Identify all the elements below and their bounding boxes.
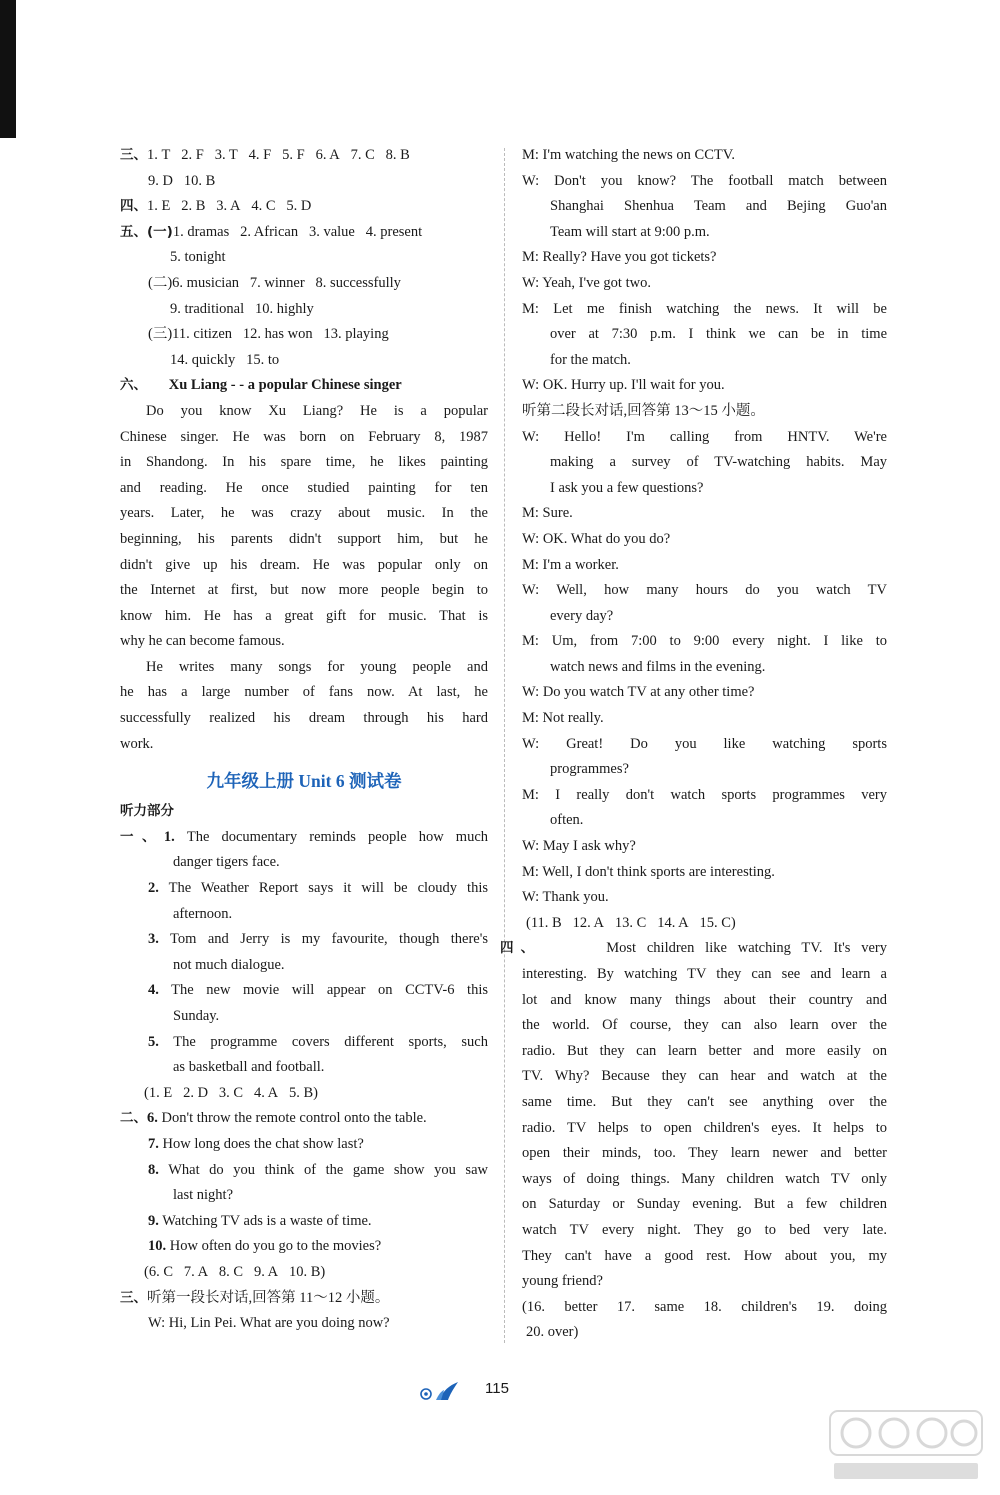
section-5b-answers [120,271,488,297]
text-line: They can't have a good rest. How about you, my [522,1247,887,1264]
text-line: M: [522,147,543,163]
text-line: danger tigers face. [173,854,280,871]
text-line: TV. Why? Because they can hear and watch at the [522,1068,887,1085]
text-line: Do you watch TV at any other time? [542,684,755,701]
text-line: radio. TV helps to open children's eyes. It helps to [522,1119,887,1136]
watermark-logo-icon [826,1407,986,1485]
text-line: 6. A [315,147,340,163]
text-line: 13. C [614,914,647,931]
text-line: Sure. [542,505,573,522]
text-line: years. Later, he was crazy about music. In the [120,505,488,522]
text-line: 7. [148,1135,159,1152]
text-line: I'm watching the news on CCTV. [542,147,735,163]
listening-heading: 听力部分 [120,803,174,820]
text-line: Team will start at 9:00 p.m. [550,223,710,240]
text-line: W: [522,889,543,906]
text-line: M: [522,786,556,803]
q1-item-2 [120,876,488,902]
text-line: 五、(一) [120,223,173,240]
dialogue-1 [522,143,887,399]
text-line: 8. B [385,147,410,163]
text-line: Most children like watching TV. It's very [606,940,888,957]
text-line: What do you think of the game show you saw [168,1161,488,1178]
text-line: OK. Hurry up. I'll wait for you. [542,377,725,394]
text-line: 1. [163,828,175,845]
text-line: the Internet at first, but now more people begin to [120,582,488,599]
q4-first-line [500,936,887,962]
text-line: W: [522,735,567,752]
dialogue-line [522,245,887,271]
dialogue-line [522,885,887,911]
text-line: 9. D [148,172,173,189]
q3-answers [522,911,887,937]
text-line: 1. T [147,147,171,163]
text-line: 12. A [572,914,605,931]
text-line: 8. [148,1161,159,1178]
text-line: 13. playing [323,326,389,343]
q2-answers [120,1260,488,1286]
q4-answers-cont: 20. over) [526,1324,579,1341]
text-line: 10. highly [254,300,314,317]
text-line: (1. E [144,1084,173,1101]
text-line: Hello! I'm calling from HNTV. We're [564,428,887,445]
text-line: How often do you go to the movies? [169,1238,382,1255]
text-line: W: [522,172,555,189]
q1-item-3 [120,927,488,953]
text-line: (6. C [144,1263,173,1280]
text-line: 听第一段长对话,回答第 11～12 小题。 [147,1289,390,1306]
text-line: M: [522,249,543,266]
text-line: W: [522,377,543,394]
q2-item-9 [120,1209,488,1235]
text-line: W: [522,838,543,855]
text-line: 8. successfully [315,274,401,291]
text-line: 19. doing [816,1298,887,1315]
text-line: 四、 [500,940,542,957]
text-line: M: [522,556,543,573]
section-3-answers [120,143,488,169]
text-line: the world. Of course, they can also learn over the [522,1017,887,1034]
text-line: Don't throw the remote control onto the table. [161,1110,427,1127]
text-line: watch TV every night. They go to bed very late. [522,1221,887,1238]
q1-item-5 [120,1030,488,1056]
dialogue-line [522,425,887,451]
text-line: (16. better [522,1298,598,1315]
text-line: on Saturday or Sunday evening. But a few children [522,1196,887,1213]
text-line: 四、 [120,198,147,215]
essay-title: Xu Liang - - a popular Chinese singer [168,377,402,394]
text-line: 1. E [147,198,171,215]
dialogue-line [522,501,887,527]
text-line: same time. But they can't see anything over the [522,1093,887,1110]
text-line: over at 7:30 p.m. I think we can be in time [550,326,887,343]
dialogue-line [522,578,887,604]
text-line: 4. [148,982,159,999]
text-line: 14. A [657,914,689,931]
essay-title-line [120,373,488,399]
text-line: 六、 [120,377,147,394]
text-line: Well, I don't think sports are interesting. [542,863,775,880]
text-line: Um, from 7:00 to 9:00 every night. I like to [551,633,887,650]
text-line: 8. C [218,1263,244,1280]
text-line: 三、 [120,147,147,163]
text-line: 10. [148,1238,167,1255]
text-line: 5. F [282,147,305,163]
text-line: I'm a worker. [542,556,619,573]
text-line: open their minds, too. They learn newer and better [522,1145,887,1162]
dialogue-line [522,169,887,195]
text-line: in Shandong. In his spare time, he likes painting [120,454,488,471]
text-line: 三、 [120,1289,147,1306]
q4-answers [522,1295,887,1321]
text-line: (二) [148,274,173,291]
text-line: Really? Have you got tickets? [542,249,717,266]
text-line: as basketball and football. [173,1059,325,1076]
text-line: 18. children's [703,1298,797,1315]
text-line: Well, how many hours do you watch TV [556,582,887,599]
text-line: Thank you. [542,889,609,906]
text-line: May I ask why? [542,838,636,855]
dialogue-line [522,680,887,706]
text-line: 4. present [365,223,423,240]
text-line: W: [522,530,543,547]
text-line: 12. has won [242,326,313,343]
q2-item-10 [120,1234,488,1260]
dialogue-line [522,297,887,323]
text-line: 14. quickly [170,351,236,368]
text-line: Shanghai Shenhua Team and Bejing Guo'an [550,198,887,215]
dialogue-line [522,373,887,399]
dialogue-line [522,527,887,553]
text-line: interesting. By watching TV they can see and learn a [522,966,887,982]
text-line: The programme covers different sports, such [173,1033,488,1050]
q2-list [120,1106,488,1285]
dialogue-line [522,629,887,655]
dialogue-line [522,732,887,758]
text-line: 15. to [246,351,280,368]
section-5b-answers-cont [120,297,488,323]
q2-item-6 [120,1106,488,1132]
q3-first-line: W: Hi, Lin Pei. What are you doing now? [148,1315,390,1332]
text-line: work. [120,735,154,752]
text-line: 7. winner [249,274,305,291]
text-line: 2. [148,880,159,897]
q2-item-8 [120,1158,488,1184]
text-line: Let me finish watching the news. It will be [553,300,887,317]
text-line: M: [522,505,543,522]
q4-passage [500,936,887,1346]
text-line: Watching TV ads is a waste of time. [162,1212,372,1229]
section-5a-answers [120,220,488,246]
text-line: afternoon. [173,905,233,922]
text-line: I really don't watch sports programmes very [555,786,887,803]
text-line: M: [522,863,543,880]
text-line: why he can become famous. [120,633,285,650]
right-column [500,143,888,1346]
left-column [120,143,488,1337]
unit-test-title: 九年级上册 Unit 6 测试卷 [206,771,402,792]
section-4-answers [120,194,488,220]
text-line: successfully realized his dream through his hard [120,710,488,727]
dialogue-2 [522,425,887,911]
text-line: 2. F [181,147,204,163]
text-line: every day? [550,607,614,624]
text-line: 6. musician [172,274,240,291]
section-3-answers-cont [120,169,488,195]
dialogue-line [522,706,887,732]
text-line: 6. [147,1110,158,1127]
text-line: 10. B) [289,1263,326,1280]
text-line: 3. value [308,223,355,240]
text-line: Yeah, I've got two. [542,274,651,291]
text-line: The documentary reminds people how much [186,828,489,845]
text-line: not much dialogue. [173,956,285,973]
text-line: I ask you a few questions? [550,479,704,496]
text-line: Do you know Xu Liang? He is a popular [146,402,488,419]
text-line: 3. [148,931,159,948]
text-line: watch news and films in the evening. [550,658,766,675]
text-line: The Weather Report says it will be cloudy this [168,880,488,897]
q3-intro [120,1286,488,1312]
text-line: 二、 [120,1110,147,1127]
essay-paragraph-2 [120,655,488,757]
text-line: 7. A [183,1263,209,1280]
text-line: 9. [148,1212,159,1229]
text-line: 15. C) [699,914,736,931]
text-line: didn't give up his dream. He was popular only on [120,556,488,573]
text-line: know him. He has a great gift for music. That is [120,607,488,624]
text-line: lot and know many things about their country and [522,991,887,1008]
text-line: last night? [173,1187,234,1204]
dialogue-line [522,143,887,169]
text-line: 2. D [183,1084,209,1101]
text-line: (三) [148,326,173,343]
text-line: for the match. [550,351,631,368]
q1-item-1 [120,825,488,851]
text-line: 3. A [216,198,241,215]
text-line: he has a large number of fans now. At last, he [120,684,488,701]
text-line: 3. T [214,147,238,163]
q1-answers [120,1081,488,1107]
text-line: programmes? [550,761,629,778]
text-line: radio. But they can learn better and more easily on [522,1042,887,1059]
text-line: young friend? [522,1273,603,1290]
text-line: 10. B [183,172,216,189]
section-5c-answers-cont [120,348,488,374]
text-line: beginning, his parents didn't support him, but he [120,530,488,547]
q3-intro-2: 听第二段长对话,回答第 13～15 小题。 [522,402,765,419]
text-line: M: [522,300,554,317]
dialogue-line [522,834,887,860]
text-line: Sunday. [173,1008,220,1024]
text-line: He writes many songs for young people and [146,658,488,675]
essay-paragraph-1 [120,399,488,655]
text-line: 9. A [253,1263,279,1280]
text-line: and reading. He once studied painting for ten [120,479,488,496]
text-line: M: [522,710,543,727]
text-line: 一、 [120,828,164,845]
text-line: 17. same [616,1298,685,1315]
text-line: 4. F [248,147,272,163]
text-line: W: [522,684,543,701]
text-line: 3. C [218,1084,244,1101]
text-line: 4. C [251,198,276,215]
text-line: 9. traditional [170,300,245,317]
scan-edge-bar [0,0,16,138]
text-line: often. [550,812,584,829]
text-line: Not really. [542,710,604,727]
text-line: 5. B) [289,1084,319,1101]
text-line: (11. B [526,914,562,931]
text-line: The new movie will appear on CCTV-6 this [171,982,488,999]
page-number: 115 [485,1380,509,1397]
dialogue-line [522,553,887,579]
text-line: 4. A [253,1084,279,1101]
text-line: How long does the chat show last? [162,1135,364,1152]
dialogue-line [522,271,887,297]
text-line: Great! Do you like watching sports [566,735,887,752]
text-line: W: [522,582,557,599]
text-line: 5. tonight [170,249,226,266]
text-line: W: [522,274,543,291]
text-line: 2. B [181,198,206,215]
text-line: 11. citizen [172,326,233,343]
q1-list [120,825,488,1107]
text-line: Tom and Jerry is my favourite, though there's [170,931,488,948]
section-5a-answers-cont [120,245,488,271]
dialogue-line [522,860,887,886]
section-5c-answers [120,322,488,348]
q1-item-4 [120,978,488,1004]
text-line: W: [522,428,565,445]
text-line: making a survey of TV-watching habits. May [550,454,887,471]
text-line: 2. African [240,223,299,240]
text-line: 7. C [350,147,375,163]
text-line: 5. [148,1033,159,1050]
text-line: M: [522,633,552,650]
dialogue-line [522,783,887,809]
text-line: Chinese singer. He was born on February 8, 1987 [120,428,488,445]
text-line: ways of doing things. Many children watch TV only [522,1170,887,1187]
text-line: OK. What do you do? [542,530,671,547]
publisher-logo-icon [418,1378,468,1402]
text-line: 1. dramas [172,223,230,240]
text-line: Don't you know? The football match between [554,172,887,189]
text-line: 5. D [286,198,312,215]
q2-item-7 [120,1132,488,1158]
